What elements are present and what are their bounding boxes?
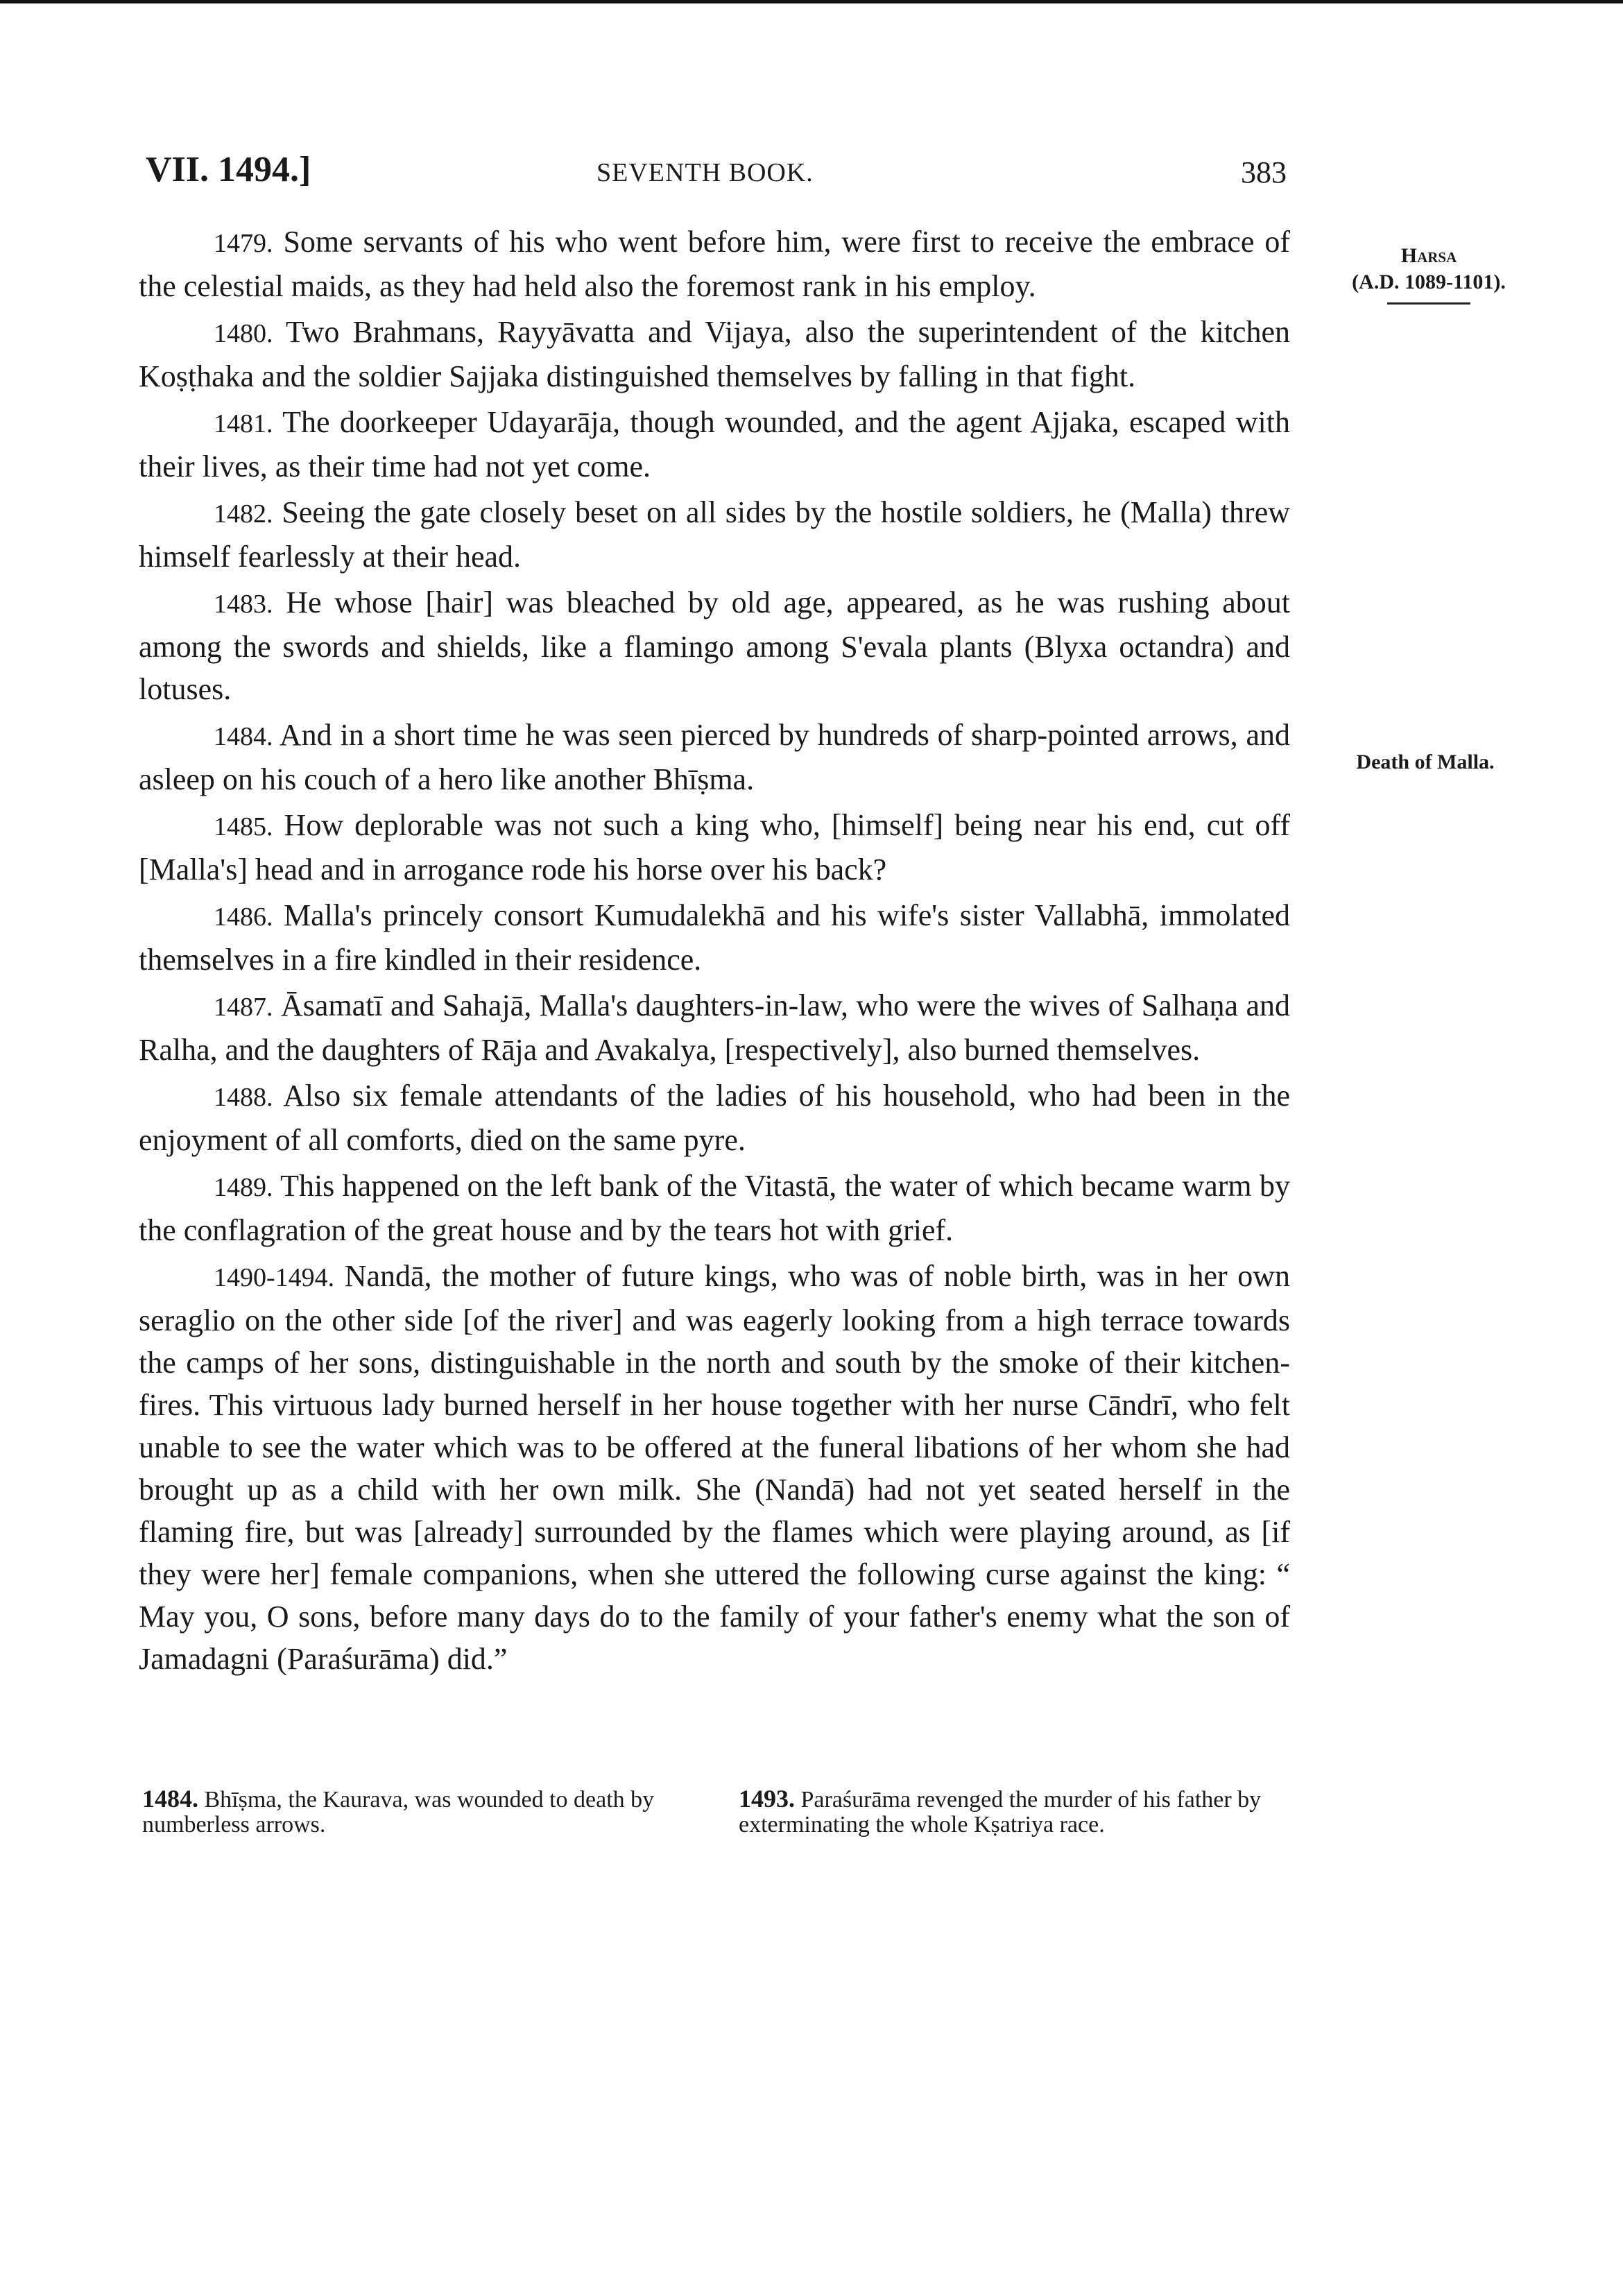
verse-text: And in a short time he was seen pierced by hundreds of sharp-pointed arrows, and asleep on his couch of a hero like another Bhīṣma. [139,718,1290,796]
paragraph [139,714,1290,800]
paragraph [139,491,1290,578]
verse-text: Nandā, the mother of future kings, who was of noble birth, was in her own seraglio on the other side [of the river] and was eagerly looking from a high terrace towards the camps of her sons, distinguishable in the north and south by the smoke of their kitchen-fires. This virtuous lady burned herself in her house together with her nurse Cāndrī, who felt unable to see the water which was to be offered at the funeral libations of her whom she had brought up as a child with her own milk. She (Nandā) had not yet seated herself in the flaming fire, but was [already] surrounded by the flames which were playing around, as [if they were her] female companions, when she uttered the following curse against the king: “ May you, O sons, before many days do to the family of your father's enemy what the son of Jamadagni (Paraśurāma) did.” [139,1259,1291,1676]
verse-number: 1484. [214,722,273,751]
paragraph [139,221,1290,307]
verse-number: 1488. [214,1083,273,1112]
footnote-number: 1484. [142,1785,198,1813]
margin-note-reign [1339,243,1519,305]
footnote [739,1786,1287,1837]
chapter-verse-range: VII. 1494.] [146,150,311,189]
paragraph [139,401,1290,488]
footnote-column-right [739,1786,1287,1837]
footnote-text: Paraśurāma revenged the murder of his father by exterminating the whole Kṣatriya race. [739,1787,1262,1837]
verse-text: How deplorable was not such a king who, [himself] being near his end, cut off [Malla's] head and in arrogance rode his horse over his back? [139,808,1291,886]
footnote [142,1786,690,1837]
book-title: SEVENTH BOOK. [596,158,814,187]
running-header [146,149,1311,198]
paragraph [139,984,1290,1071]
footnote-column-left [142,1786,690,1837]
footnote-number: 1493. [739,1785,795,1813]
paragraph [139,1074,1290,1161]
paragraph [139,1255,1290,1680]
paragraph [139,1165,1290,1251]
footnote-text: Bhīṣma, the Kaurava, was wounded to death by numberless arrows. [142,1787,655,1837]
paragraph [139,894,1290,981]
paragraph [139,311,1290,397]
verse-number: 1490-1494. [214,1263,335,1292]
margin-note-king: Harsa [1400,244,1457,267]
margin-note-rule [1387,302,1470,305]
paragraph [139,581,1290,710]
verse-text: Some servants of his who went before him, were first to receive the embrace of the celestial maids, as they had held also the foremost rank in his employ. [139,225,1290,303]
verse-number: 1483. [214,590,273,619]
verse-text: Malla's princely consort Kumudalekhā and his wife's sister Vallabhā, immolated themselves in a fire kindled in their residence. [139,898,1290,977]
page-number: 383 [1241,155,1287,189]
verse-number: 1481. [214,409,273,438]
verse-text: He whose [hair] was bleached by old age, appeared, as he was rushing about among the swords and shields, like a flamingo among S'evala plants (Blyxa octandra) and lotuses. [139,585,1291,706]
top-border-line [0,0,1623,3]
verse-text: Also six female attendants of the ladies of his household, who had been in the enjoyment of all comforts, died on the same pyre. [139,1079,1290,1157]
verse-number: 1479. [214,229,273,258]
verse-number: 1487. [214,993,273,1022]
verse-number: 1486. [214,902,273,932]
verse-number: 1480. [214,319,273,348]
verse-text: The doorkeeper Udayarāja, though wounded, and the agent Ajjaka, escaped with their lives, as their time had not yet come. [139,405,1291,483]
margin-note-dates: (A.D. 1089-1101). [1352,271,1506,293]
paragraph [139,804,1290,891]
verse-text: This happened on the left bank of the Vitastā, the water of which became warm by the conflagration of the great house and by the tears hot with grief. [139,1169,1290,1247]
verse-number: 1489. [214,1173,273,1202]
verse-text: Seeing the gate closely beset on all sides by the hostile soldiers, he (Malla) threw himself fearlessly at their head. [139,495,1290,574]
verse-number: 1485. [214,812,273,841]
main-text [139,221,1290,1684]
footnotes [142,1786,1287,1837]
verse-text: Āsamatī and Sahajā, Malla's daughters-in-law, who were the wives of Salhaṇa and Ralha, and the daughters of Rāja and Avakalya, [respectively], also burned themselves. [139,988,1290,1067]
margin-note-death: Death of Malla. [1356,751,1495,773]
verse-number: 1482. [214,499,273,529]
verse-text: Two Brahmans, Rayyāvatta and Vijaya, also the superintendent of the kitchen Koṣṭhaka and the soldier Sajjaka distinguished themselves by falling in that fight. [139,315,1290,393]
